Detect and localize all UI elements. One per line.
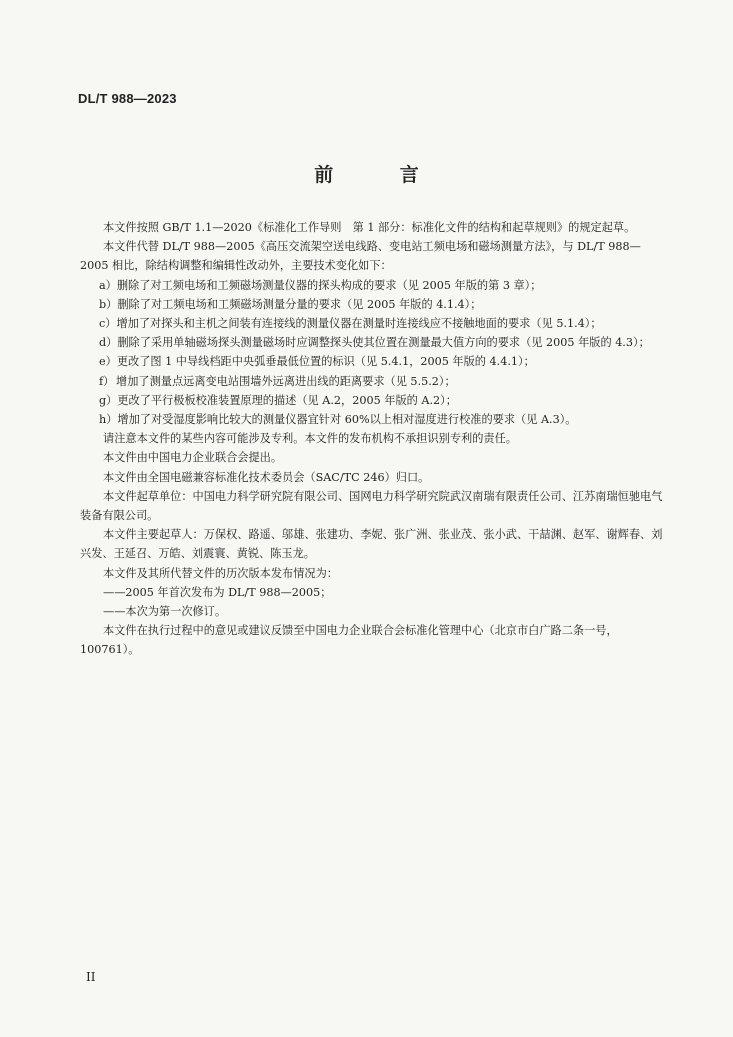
change-item-marker: a） <box>99 278 117 292</box>
change-item-text: 删除了对工频电场和工频磁场测量分量的要求（见 2005 年版的 4.1.4）； <box>117 297 482 311</box>
page-number: II <box>86 970 96 984</box>
paragraph-feedback: 本文件在执行过程中的意见或建议反馈至中国电力企业联合会标准化管理中心（北京市白广路二条一号，100761）。 <box>80 624 618 657</box>
history-entry-current: ——本次为第一次修订。 <box>103 605 227 619</box>
change-item-text: 增加了对受湿度影响比较大的测量仪器宜针对 60%以上相对湿度进行校准的要求（见 A.3）。 <box>117 413 577 427</box>
change-item-marker: f） <box>99 374 115 388</box>
change-item-marker: h） <box>99 413 118 427</box>
change-item-c <box>80 314 665 333</box>
change-item-f <box>80 372 665 391</box>
change-item-marker: e） <box>99 355 117 369</box>
change-item-marker: b） <box>99 297 118 311</box>
change-item-text: 删除了采用单轴磁场探头测量磁场时应调整探头使其位置在测量最大值方向的要求（见 2005 年版的 4.3）； <box>117 336 650 350</box>
document-id: DL/T 988—2023 <box>78 91 177 106</box>
change-item-g <box>80 391 665 410</box>
change-item-d <box>80 333 665 352</box>
change-item-marker: c） <box>99 317 117 331</box>
change-item-h <box>80 410 665 429</box>
change-item-text: 删除了对工频电场和工频磁场测量仪器的探头构成的要求（见 2005 年版的第 3 章）； <box>116 278 542 292</box>
paragraph-patent-notice: 请注意本文件的某些内容可能涉及专利。本文件的发布机构不承担识别专利的责任。 <box>103 432 517 446</box>
change-item-b <box>80 295 665 314</box>
change-item-text: 更改了图 1 中导线档距中央弧垂最低位置的标识（见 5.4.1，2005 年版的 4.4.1）； <box>116 355 535 369</box>
change-item-text: 增加了测量点远离变电站围墙外远离进出线的距离要求（见 5.5.2）； <box>116 374 456 388</box>
paragraph-committee: 本文件由全国电磁兼容标准化技术委员会（SAC/TC 246）归口。 <box>103 470 430 484</box>
paragraph-proposer: 本文件由中国电力企业联合会提出。 <box>103 451 283 465</box>
paragraph-drafters: 本文件主要起草人：万保权、路遥、邬雄、张建功、李妮、张广洲、张业茂、张小武、干喆渊、赵军、谢辉春、刘兴发、王延召、万皓、刘震寰、黄锐、陈玉龙。 <box>80 528 663 561</box>
paragraph-replacement: 本文件代替 DL/T 988—2005《高压交流架空送电线路、变电站工频电场和磁场测量方法》，与 DL/T 988—2005 相比，除结构调整和编辑性改动外，主要技术变化如下： <box>80 240 641 273</box>
page-title: 前 言 <box>314 164 449 186</box>
change-item-a <box>80 276 665 295</box>
change-item-marker: d） <box>99 336 118 350</box>
change-item-text: 更改了平行极板校准装置原理的描述（见 A.2，2005 年版的 A.2）； <box>117 393 457 407</box>
paragraph-drafting-units: 本文件起草单位：中国电力科学研究院有限公司、国网电力科学研究院武汉南瑞有限责任公司、江苏南瑞恒驰电气装备有限公司。 <box>80 489 663 523</box>
foreword-body <box>80 218 665 660</box>
paragraph-history-intro: 本文件及其所代替文件的历次版本发布情况为： <box>103 566 338 580</box>
change-item-marker: g） <box>99 393 118 407</box>
paragraph-drafting-basis: 本文件按照 GB/T 1.1—2020《标准化工作导则 第 1 部分：标准化文件的结构和起草规则》的规定起草。 <box>103 221 636 234</box>
change-item-text: 增加了对探头和主机之间装有连接线的测量仪器在测量时连接线应不接触地面的要求（见 5.1.4）； <box>116 317 602 331</box>
change-item-e <box>80 352 665 371</box>
history-entry-2005: ——2005 年首次发布为 DL/T 988—2005； <box>103 585 332 599</box>
